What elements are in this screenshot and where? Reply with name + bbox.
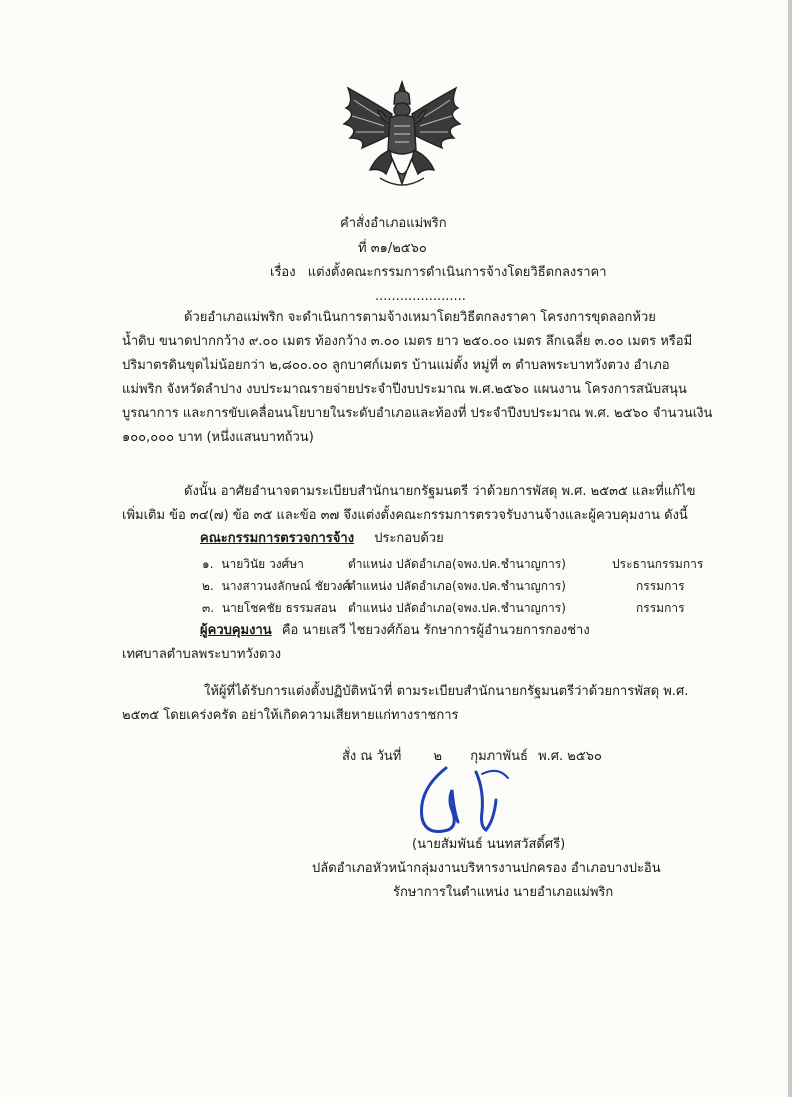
handwritten-signature: [408, 760, 518, 840]
supervisor-line: [200, 622, 590, 640]
paragraph-line: ปริมาตรดินขุดไม่น้อยกว่า ๒,๘๐๐.๐๐ ลูกบาศก์เมตร บ้านแม่ตั้ง หมู่ที่ ๓ ตำบลพระบาทวังตวง อำเภอ: [122, 358, 670, 373]
paragraph-announcement: [122, 306, 712, 450]
subject-text: แต่งตั้งคณะกรรมการดำเนินการจ้างโดยวิธีตกลงราคา: [307, 265, 607, 280]
member-name: นางสาวนงลักษณ์ ชัยวงศ์: [221, 579, 351, 593]
committee-heading-suffix: ประกอบด้วย: [374, 531, 444, 546]
supervisor-line-2: เทศบาลตำบลพระบาทวังตวง: [122, 647, 282, 662]
date-label: สั่ง ณ วันที่: [342, 749, 402, 764]
scan-edge: [788, 0, 792, 1097]
member-position: ตำแหน่ง ปลัดอำเภอ(จพง.ปค.ชำนาญการ): [348, 557, 566, 571]
separator: ......................: [375, 289, 466, 304]
paragraph-line: น้ำดิบ ขนาดปากกว้าง ๙.๐๐ เมตร ท้องกว้าง ๓.๐๐ เมตร ยาว ๒๕๐.๐๐ เมตร ลึกเฉลี่ย ๓.๐๐ เมตร หรือมี: [122, 334, 693, 349]
committee-member-row: [202, 555, 304, 573]
committee-member-row: [202, 577, 350, 595]
signatory-acting-title: รักษาการในตำแหน่ง นายอำเภอแม่พริก: [393, 885, 614, 900]
garuda-emblem-icon: [340, 80, 464, 192]
paragraph-line: บูรณาการ และการขับเคลื่อนนโยบายในระดับอำเภอและท้องที่ ประจำปีงบประมาณ พ.ศ. ๒๕๖๐ จำนวนเงิน: [122, 406, 713, 421]
member-role: ประธานกรรมการ: [612, 557, 704, 571]
signatory-name: (นายสัมพันธ์ นนทสวัสดิ์ศรี): [412, 837, 566, 852]
paragraph-line: ดังนั้น อาศัยอำนาจตามระเบียบสำนักนายกรัฐมนตรี ว่าด้วยการพัสดุ พ.ศ. ๒๕๓๕ และที่แก้ไข: [184, 484, 696, 499]
paragraph-line: ๒๕๓๕ โดยเคร่งครัด อย่าให้เกิดความเสียหายแก่ทางราชการ: [122, 708, 459, 723]
member-name: นายโชคชัย ธรรมสอน: [221, 601, 337, 615]
member-no: ๒.: [202, 579, 214, 593]
signatory-title: ปลัดอำเภอหัวหน้ากลุ่มงานบริหารงานปกครอง อำเภอบางปะอิน: [312, 861, 661, 876]
order-number: ที่ ๓๑/๒๕๖๐: [358, 241, 427, 256]
member-position: ตำแหน่ง ปลัดอำเภอ(จพง.ปค.ชำนาญการ): [348, 601, 566, 615]
supervisor-heading: ผู้ควบคุมงาน: [200, 623, 272, 638]
date-day: ๒: [433, 749, 443, 764]
member-name: นายวินัย วงศ์ษา: [221, 557, 304, 571]
paragraph-instruction: [122, 680, 688, 728]
date-month: กุมภาพันธ์: [470, 749, 528, 764]
member-no: ๑.: [202, 557, 214, 571]
supervisor-text: คือ นายเสวี ไชยวงศ์ก้อน รักษาการผู้อำนวยการกองช่าง: [281, 623, 590, 638]
date-year: พ.ศ. ๒๕๖๐: [538, 749, 602, 764]
member-role: กรรมการ: [636, 579, 685, 593]
committee-heading: คณะกรรมการตรวจการจ้าง: [200, 531, 355, 546]
member-no: ๓.: [202, 601, 215, 615]
subject-line: [270, 264, 607, 282]
member-position: ตำแหน่ง ปลัดอำเภอ(จพง.ปค.ชำนาญการ): [348, 579, 566, 593]
paragraph-line: เพิ่มเติม ข้อ ๓๔(๗) ข้อ ๓๕ และข้อ ๓๗ จึงแต่งตั้งคณะกรรมการตรวจรับงานจ้างและผู้ควบคุมงาน ดังนี้: [122, 508, 688, 523]
order-title: คำสั่งอำเภอแม่พริก: [340, 216, 447, 231]
paragraph-authority: [122, 480, 696, 528]
paragraph-line: แม่พริก จังหวัดลำปาง งบประมาณรายจ่ายประจำปีงบประมาณ พ.ศ.๒๕๖๐ แผนงาน โครงการสนับสนุน: [122, 382, 687, 397]
subject-label: เรื่อง: [270, 265, 296, 280]
paragraph-line: ด้วยอำเภอแม่พริก จะดำเนินการตามจ้างเหมาโดยวิธีตกลงราคา โครงการขุดลอกห้วย: [184, 310, 656, 325]
paragraph-line: ให้ผู้ที่ได้รับการแต่งตั้งปฏิบัติหน้าที่ ตามระเบียบสำนักนายกรัฐมนตรีว่าด้วยการพัสดุ พ.ศ.: [204, 684, 689, 699]
member-role: กรรมการ: [636, 601, 685, 615]
paragraph-line: ๑๐๐,๐๐๐ บาท (หนึ่งแสนบาทถ้วน): [122, 430, 314, 445]
committee-member-row: [202, 599, 336, 617]
committee-heading-line: [200, 530, 444, 548]
